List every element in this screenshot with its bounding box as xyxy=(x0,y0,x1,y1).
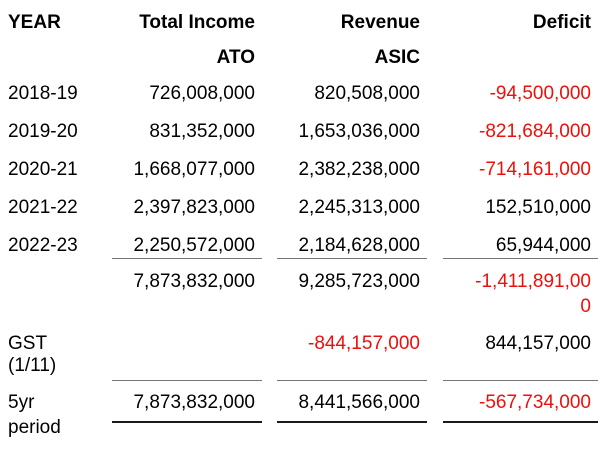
ato-value: 2,250,572,000 xyxy=(112,233,262,259)
five-year-ato-value: 7,873,832,000 xyxy=(112,390,262,423)
table-row xyxy=(8,192,598,230)
asic-value: 1,653,036,000 xyxy=(298,121,420,142)
year-cell: 2020-21 xyxy=(8,159,78,180)
year-cell: 2019-20 xyxy=(8,121,78,142)
gst-ato-empty xyxy=(112,333,262,381)
asic-value: 2,245,313,000 xyxy=(298,197,420,218)
five-year-row xyxy=(8,381,598,446)
year-cell: 2018-19 xyxy=(8,83,78,104)
header-revenue: Revenue xyxy=(340,12,420,33)
ato-value: 726,008,000 xyxy=(149,83,255,104)
table-row xyxy=(8,78,598,116)
asic-value: 2,382,238,000 xyxy=(298,159,420,180)
header-total-income: Total Income xyxy=(139,12,255,33)
asic-total-value: 9,285,723,000 xyxy=(298,271,420,292)
column-spacer xyxy=(262,333,277,337)
five-year-label: 5yr period xyxy=(8,392,61,438)
deficit-value: 152,510,000 xyxy=(485,197,591,218)
subheader-asic: ASIC xyxy=(374,47,420,68)
deficit-value: -714,161,000 xyxy=(479,159,591,180)
table-row xyxy=(8,116,598,154)
gst-label: GST (1/11) xyxy=(8,333,57,376)
deficit-value: -821,684,000 xyxy=(479,121,591,142)
totals-row xyxy=(8,259,598,333)
year-cell: 2021-22 xyxy=(8,197,78,218)
gst-deficit-value: 844,157,000 xyxy=(443,333,598,381)
five-year-deficit-value: -567,734,000 xyxy=(443,390,598,423)
table-row xyxy=(8,230,598,259)
column-spacer xyxy=(427,390,443,396)
table-subheader-row xyxy=(8,43,598,78)
ato-value: 1,668,077,000 xyxy=(133,159,255,180)
ato-total-value: 7,873,832,000 xyxy=(133,271,255,292)
gst-asic-value: -844,157,000 xyxy=(277,333,427,381)
column-spacer xyxy=(427,333,443,337)
year-cell: 2022-23 xyxy=(8,235,78,256)
five-year-asic-value: 8,441,566,000 xyxy=(277,390,427,423)
deficit-value: 65,944,000 xyxy=(443,233,598,259)
column-spacer xyxy=(262,390,277,396)
gst-row xyxy=(8,333,598,381)
ato-value: 2,397,823,000 xyxy=(133,197,255,218)
deficit-value: -94,500,000 xyxy=(489,83,591,104)
table-row xyxy=(8,154,598,192)
deficit-total-value xyxy=(443,269,598,319)
subheader-ato: ATO xyxy=(216,47,255,68)
table-header-row xyxy=(8,8,598,43)
ato-value: 831,352,000 xyxy=(149,121,255,142)
asic-value: 2,184,628,000 xyxy=(277,233,427,259)
header-deficit: Deficit xyxy=(532,12,591,33)
deficit-total-text: -1,411,891,000 xyxy=(475,271,591,317)
asic-value: 820,508,000 xyxy=(314,83,420,104)
header-year: YEAR xyxy=(8,12,61,33)
